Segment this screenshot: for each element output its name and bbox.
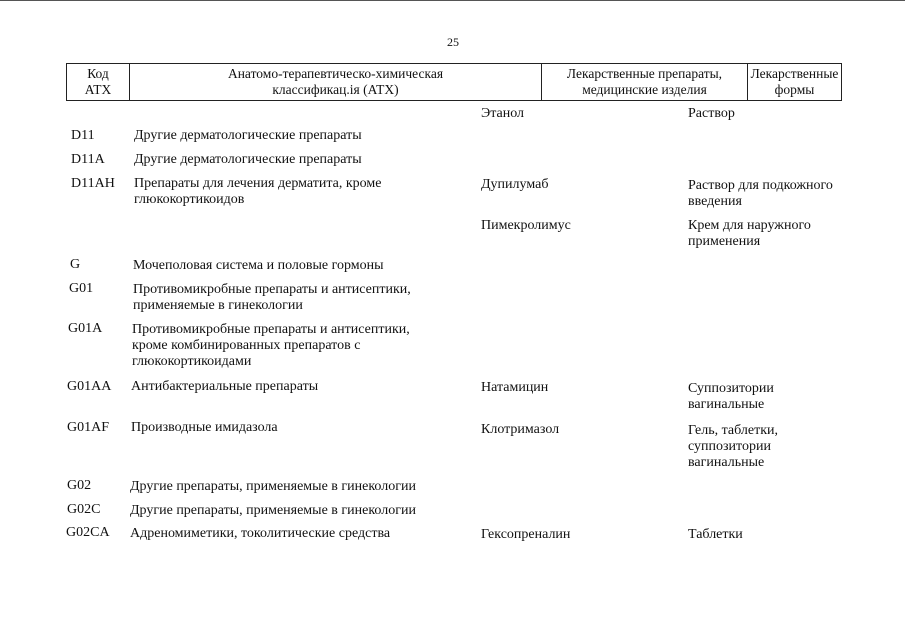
atc-description: Препараты для лечения дерматита, кроме глюкокортикоидов [134,176,382,207]
atc-description: Мочеполовая система и половые гормоны [133,258,384,273]
dosage-form: Таблетки [688,527,743,542]
atc-code: G02CA [66,525,110,540]
table-header [66,63,842,101]
atc-description: Противомикробные препараты и антисептики, кроме комбинированных препаратов с глюкокортикоидами [132,322,410,369]
header-drugs-text: Лекарственные препараты, медицинские изделия [566,66,723,97]
atc-description: Производные имидазола [131,420,278,435]
atc-code: G02C [67,502,101,517]
scan-edge-line [0,0,905,1]
drug-name: Натамицин [481,380,549,395]
atc-description: Другие препараты, применяемые в гинекологии [130,503,416,518]
atc-code: G02 [67,478,92,493]
header-forms [748,64,841,100]
atc-description: Другие препараты, применяемые в гинекологии [130,479,416,494]
atc-code: D11 [71,128,95,143]
atc-description: Адреномиметики, токолитические средства [130,526,391,541]
atc-code: G01 [69,281,94,296]
page-number: 25 [447,35,459,49]
header-forms-text: Лекарственные формы [750,66,839,97]
atc-description: Другие дерматологические препараты [134,128,362,143]
header-atc-code-text: Код АТХ [84,66,112,97]
atc-description: Другие дерматологические препараты [134,152,362,167]
header-atc-classification [130,64,542,100]
header-atc-classification-text: Анатомо-терапевтическо-химическая классификац.ія (АТХ) [227,66,444,97]
header-atc-code [67,64,130,100]
dosage-form: Крем для наружного применения [688,218,811,249]
atc-description: Антибактериальные препараты [131,379,319,394]
atc-code: G01AF [67,420,110,435]
drug-name: Пимекролимус [481,218,571,233]
atc-description: Противомикробные препараты и антисептики, применяемые в гинекологии [133,282,411,313]
atc-code: D11A [71,152,105,167]
header-drugs [542,64,748,100]
atc-code: G01AA [67,379,112,394]
drug-name: Этанол [481,106,525,121]
atc-code: G [70,257,81,272]
dosage-form: Раствор для подкожного введения [688,178,833,209]
dosage-form: Гель, таблетки, суппозитории вагинальные [688,423,779,470]
drug-name: Гексопреналин [481,527,571,542]
dosage-form: Суппозитории вагинальные [688,381,774,412]
drug-name: Клотримазол [481,422,560,437]
dosage-form: Раствор [688,106,735,121]
drug-name: Дупилумаб [481,177,549,192]
atc-code: D11AH [71,176,115,191]
atc-code: G01A [68,321,103,336]
